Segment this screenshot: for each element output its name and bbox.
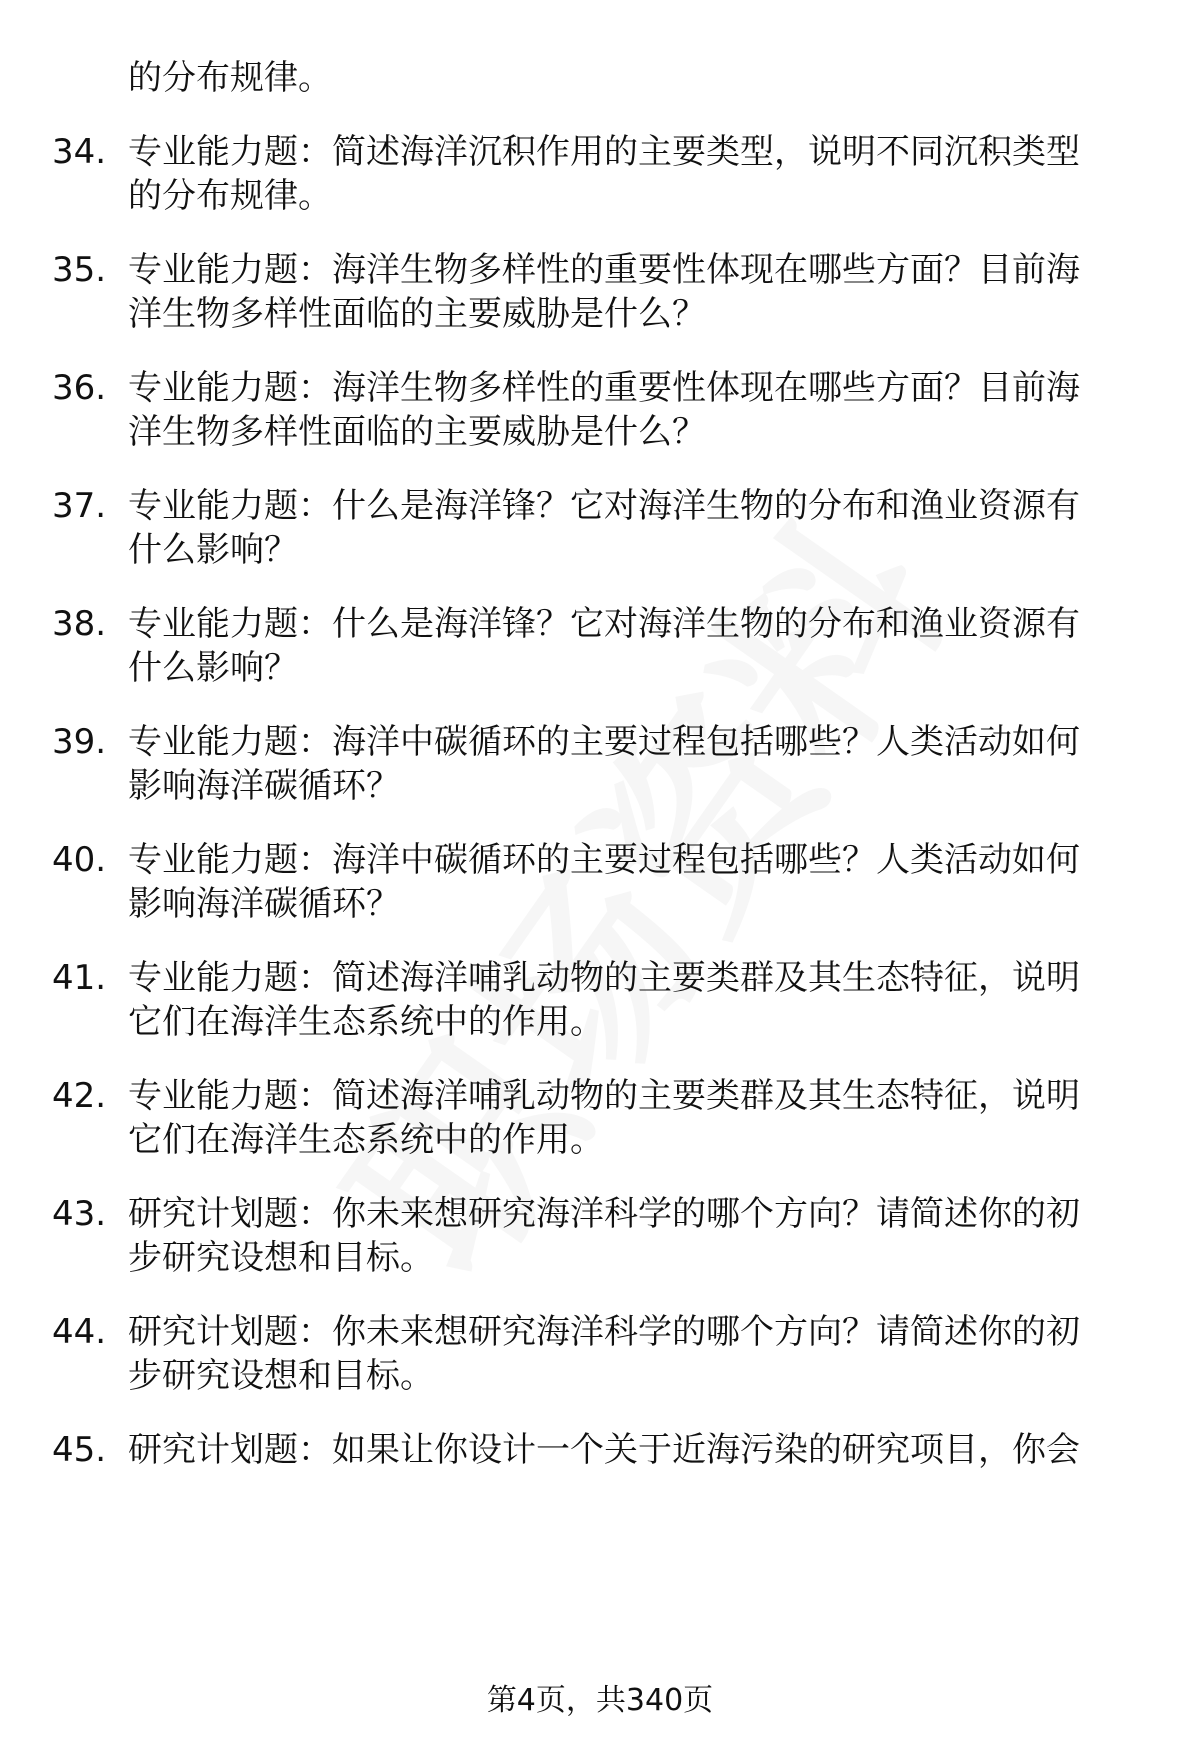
continuation-line: 的分布规律。 [128,58,332,98]
question-number: 40. [52,840,107,880]
question-text-line: 影响海洋碳循环？ [128,884,400,924]
question-number: 38. [52,604,107,644]
question-number: 42. [52,1076,107,1116]
question-text-line: 的分布规律。 [128,176,332,216]
page-footer: 第4页，共340页 [486,1683,714,1718]
question-text-line: 专业能力题：海洋生物多样性的重要性体现在哪些方面？目前海 [128,250,1080,290]
question-number: 41. [52,958,107,998]
question-number: 34. [52,132,107,172]
question-text-line: 专业能力题：什么是海洋锋？它对海洋生物的分布和渔业资源有 [128,486,1080,526]
question-number: 36. [52,368,107,408]
question-text-line: 专业能力题：海洋中碳循环的主要过程包括哪些？人类活动如何 [128,840,1080,880]
question-text-line: 什么影响？ [128,530,298,570]
question-text-line: 专业能力题：海洋生物多样性的重要性体现在哪些方面？目前海 [128,368,1080,408]
question-text-line: 专业能力题：简述海洋沉积作用的主要类型，说明不同沉积类型 [128,132,1080,172]
question-text-line: 专业能力题：什么是海洋锋？它对海洋生物的分布和渔业资源有 [128,604,1080,644]
question-number: 35. [52,250,107,290]
question-number: 37. [52,486,107,526]
question-text-line: 影响海洋碳循环？ [128,766,400,806]
question-number: 43. [52,1194,107,1234]
question-text-line: 研究计划题：你未来想研究海洋科学的哪个方向？请简述你的初 [128,1194,1080,1234]
question-text-line: 专业能力题：海洋中碳循环的主要过程包括哪些？人类活动如何 [128,722,1080,762]
question-text-line: 它们在海洋生态系统中的作用。 [128,1120,604,1160]
question-text-line: 步研究设想和目标。 [128,1356,434,1396]
question-number: 39. [52,722,107,762]
question-text-line: 洋生物多样性面临的主要威胁是什么？ [128,412,706,452]
question-text-line: 什么影响？ [128,648,298,688]
question-number: 45. [52,1430,107,1470]
question-text-line: 专业能力题：简述海洋哺乳动物的主要类群及其生态特征，说明 [128,958,1080,998]
question-text-line: 洋生物多样性面临的主要威胁是什么？ [128,294,706,334]
question-text-line: 研究计划题：如果让你设计一个关于近海污染的研究项目，你会 [128,1430,1080,1470]
question-text-line: 专业能力题：简述海洋哺乳动物的主要类群及其生态特征，说明 [128,1076,1080,1116]
question-text-line: 研究计划题：你未来想研究海洋科学的哪个方向？请简述你的初 [128,1312,1080,1352]
question-text-line: 步研究设想和目标。 [128,1238,434,1278]
question-number: 44. [52,1312,107,1352]
question-text-line: 它们在海洋生态系统中的作用。 [128,1002,604,1042]
